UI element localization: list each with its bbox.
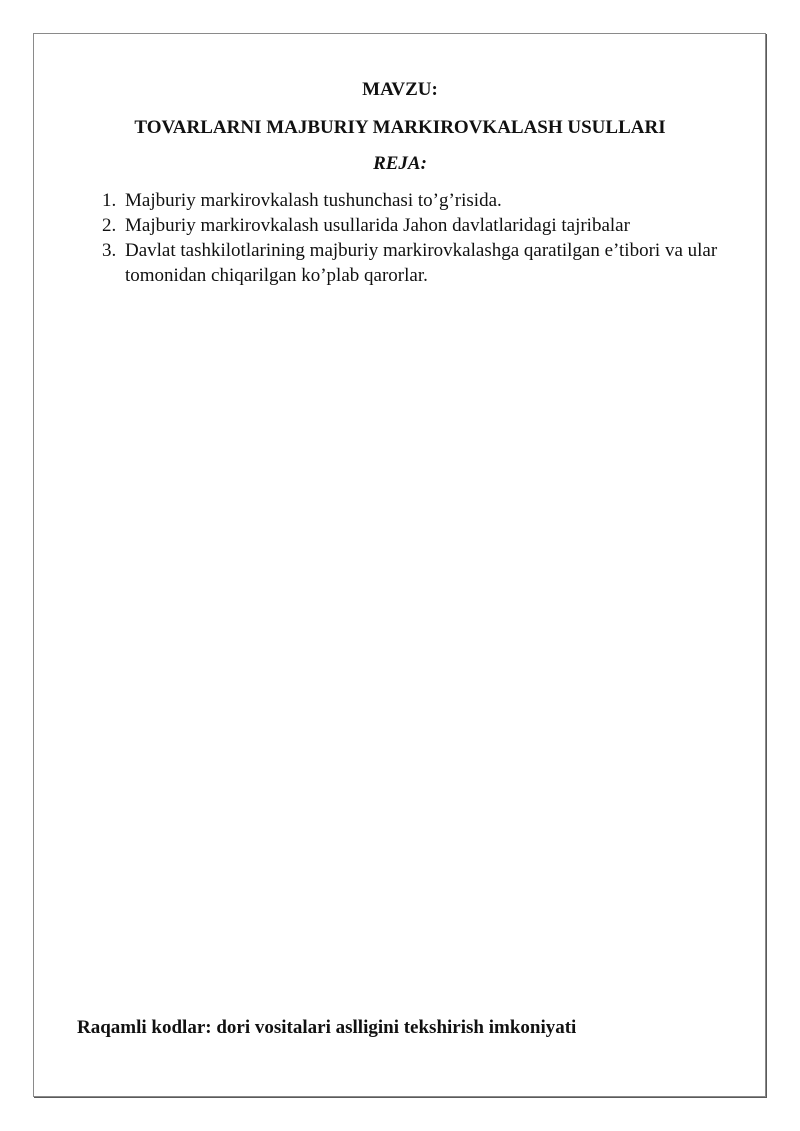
plan-item-number: 1. — [102, 190, 117, 211]
plan-item-text: Davlat tashkilotlarining majburiy markirovkalashga qaratilgan e’tibori va ular tomonidan chiqarilgan ko’plab qarorlar. — [125, 240, 718, 286]
plan-item — [102, 213, 742, 238]
plan-label: REJA: — [373, 153, 427, 174]
plan-item — [102, 188, 742, 213]
plan-list — [102, 188, 742, 288]
topic-title: TOVARLARNI MAJBURIY MARKIROVKALASH USULLARI — [134, 117, 666, 138]
subject-label: MAVZU: — [362, 79, 438, 100]
footer-heading: Raqamli kodlar: dori vositalari aslligini tekshirish imkoniyati — [77, 1017, 577, 1038]
plan-item — [102, 238, 742, 288]
plan-item-number: 2. — [102, 215, 117, 236]
plan-item-text: Majburiy markirovkalash tushunchasi to’g’risida. — [125, 190, 502, 211]
plan-item-text: Majburiy markirovkalash usullarida Jahon davlatlaridagi tajribalar — [125, 215, 630, 236]
plan-item-number: 3. — [102, 240, 117, 261]
